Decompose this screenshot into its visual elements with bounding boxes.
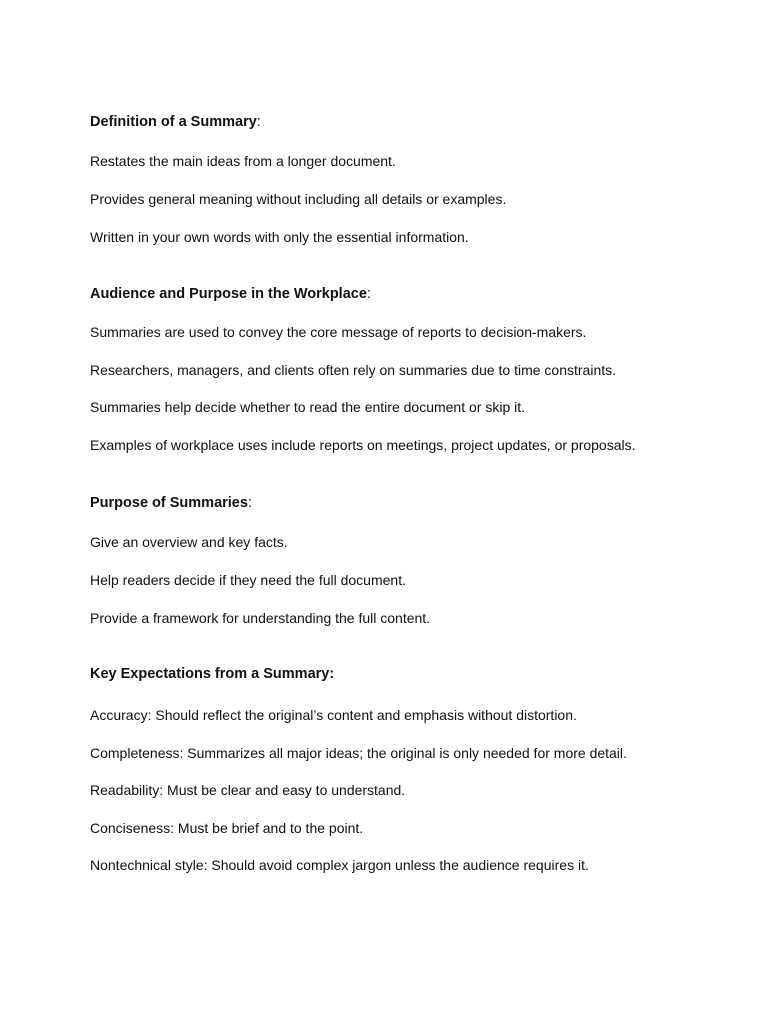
list-item: Written in your own words with only the essential information. — [90, 229, 469, 245]
section-heading-audience — [90, 285, 371, 303]
list-item: Accuracy: Should reflect the original’s content and emphasis without distortion. — [90, 707, 577, 723]
list-item: Give an overview and key facts. — [90, 534, 288, 550]
list-item: Nontechnical style: Should avoid complex jargon unless the audience requires it. — [90, 857, 589, 873]
section-heading-text: Definition of a Summary — [90, 114, 257, 130]
list-item: Researchers, managers, and clients often rely on summaries due to time constraints. — [90, 362, 617, 378]
section-heading-text: Key Expectations from a Summary: — [90, 666, 335, 682]
list-item: Examples of workplace uses include reports on meetings, project updates, or proposals. — [90, 437, 636, 453]
section-heading-text: Purpose of Summaries — [90, 495, 248, 511]
section-heading-suffix: : — [366, 286, 371, 302]
section-heading-suffix: : — [247, 495, 252, 511]
section-heading-key-expectations — [90, 665, 334, 683]
list-item: Completeness: Summarizes all major ideas; the original is only needed for more detail. — [90, 745, 627, 761]
section-heading-purpose — [90, 494, 252, 512]
list-item: Help readers decide if they need the full document. — [90, 572, 406, 588]
list-item: Readability: Must be clear and easy to understand. — [90, 782, 406, 798]
list-item: Summaries are used to convey the core message of reports to decision-makers. — [90, 324, 587, 340]
list-item: Restates the main ideas from a longer document. — [90, 153, 396, 169]
list-item: Summaries help decide whether to read the entire document or skip it. — [90, 399, 526, 415]
section-heading-suffix: : — [256, 114, 261, 130]
list-item: Provides general meaning without including all details or examples. — [90, 191, 507, 207]
section-heading-text: Audience and Purpose in the Workplace — [90, 286, 367, 302]
list-item: Conciseness: Must be brief and to the point. — [90, 820, 364, 836]
section-heading-definition — [90, 113, 261, 131]
list-item: Provide a framework for understanding the full content. — [90, 610, 431, 626]
